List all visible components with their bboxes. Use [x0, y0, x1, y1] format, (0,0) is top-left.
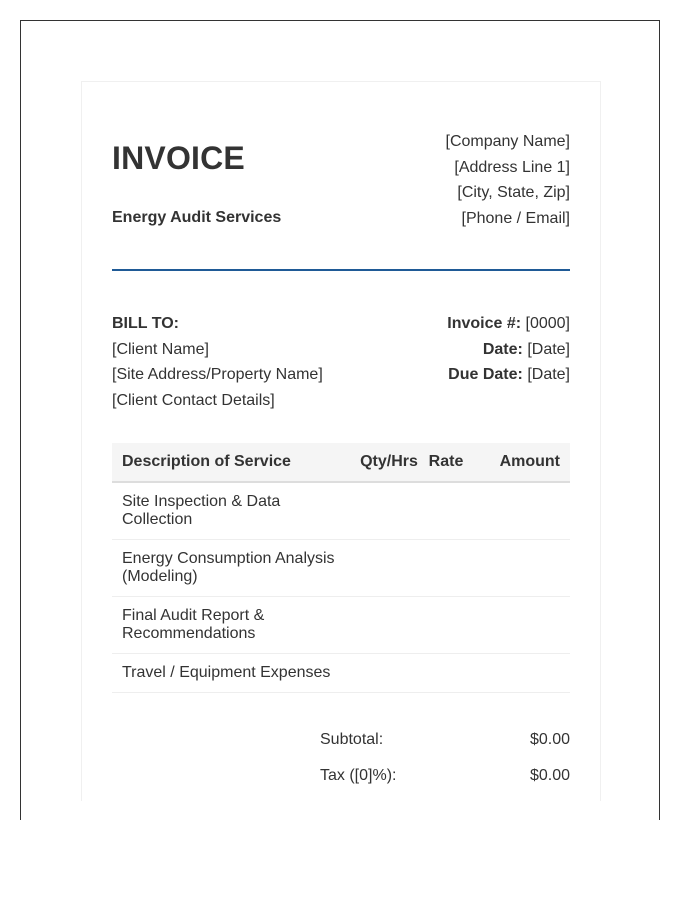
row-rate [422, 540, 470, 597]
invoice-header [112, 82, 570, 270]
row-description-text: Energy Consumption Analysis (Modeling) [122, 550, 335, 585]
column-header-qty: Qty/Hrs [356, 443, 422, 482]
tax-value: $0.00 [529, 767, 570, 784]
row-qty [356, 482, 422, 540]
invoice-sheet [81, 81, 601, 801]
invoice-number-value: [0000] [525, 315, 570, 332]
page-frame [20, 20, 660, 820]
invoice-date-value: [Date] [527, 340, 570, 358]
billing-section [112, 311, 570, 415]
services-table [112, 443, 570, 693]
table-row [112, 540, 570, 597]
row-qty [356, 540, 422, 597]
due-date-value: [Date] [527, 366, 570, 383]
bill-to-label: BILL TO: [112, 315, 179, 332]
table-row [112, 482, 570, 540]
due-date-label: Due Date: [448, 366, 523, 383]
company-address: [Address Line 1] [454, 158, 570, 176]
company-info [446, 129, 571, 231]
invoice-content [112, 82, 570, 784]
invoice-date-row [447, 337, 570, 363]
row-rate [422, 654, 470, 693]
invoice-meta [447, 311, 570, 388]
row-description [112, 482, 356, 540]
row-description-text: Travel / Equipment Expenses [122, 664, 331, 681]
row-qty [356, 654, 422, 693]
row-rate [422, 482, 470, 540]
table-row [112, 654, 570, 693]
due-date-row [447, 362, 570, 388]
tax-row [320, 758, 570, 794]
subtotal-row [320, 722, 570, 758]
row-amount [470, 597, 570, 654]
invoice-number-label: Invoice #: [447, 315, 522, 332]
table-row [112, 597, 570, 654]
table-header-row [112, 443, 570, 482]
subtotal-value: $0.00 [529, 731, 570, 748]
row-description-text: Site Inspection & Data Collection [122, 493, 281, 528]
column-header-amount: Amount [470, 443, 570, 482]
company-contact: [Phone / Email] [461, 209, 570, 227]
company-name: [Company Name] [445, 133, 570, 150]
client-name: [Client Name] [112, 340, 209, 358]
row-amount [470, 654, 570, 693]
header-divider [112, 269, 570, 271]
subtotal-label: Subtotal: [320, 731, 384, 748]
tax-label: Tax ([0]%): [320, 767, 397, 784]
client-site-address: [Site Address/Property Name] [112, 366, 323, 383]
row-amount [470, 540, 570, 597]
column-header-rate: Rate [422, 443, 470, 482]
row-description-text: Final Audit Report & Recommendations [122, 607, 265, 642]
invoice-date-label: Date: [482, 340, 523, 358]
row-description [112, 540, 356, 597]
row-qty [356, 597, 422, 654]
invoice-number-row [447, 311, 570, 337]
invoice-subtitle: Energy Audit Services [112, 209, 282, 226]
column-header-description: Description of Service [112, 443, 356, 482]
client-contact: [Client Contact Details] [112, 391, 275, 409]
bill-to-block [112, 311, 323, 413]
row-rate [422, 597, 470, 654]
invoice-title: INVOICE [112, 140, 245, 176]
row-amount [470, 482, 570, 540]
totals-section [320, 722, 570, 794]
row-description [112, 654, 356, 693]
company-city-state-zip: [City, State, Zip] [457, 184, 570, 201]
row-description [112, 597, 356, 654]
